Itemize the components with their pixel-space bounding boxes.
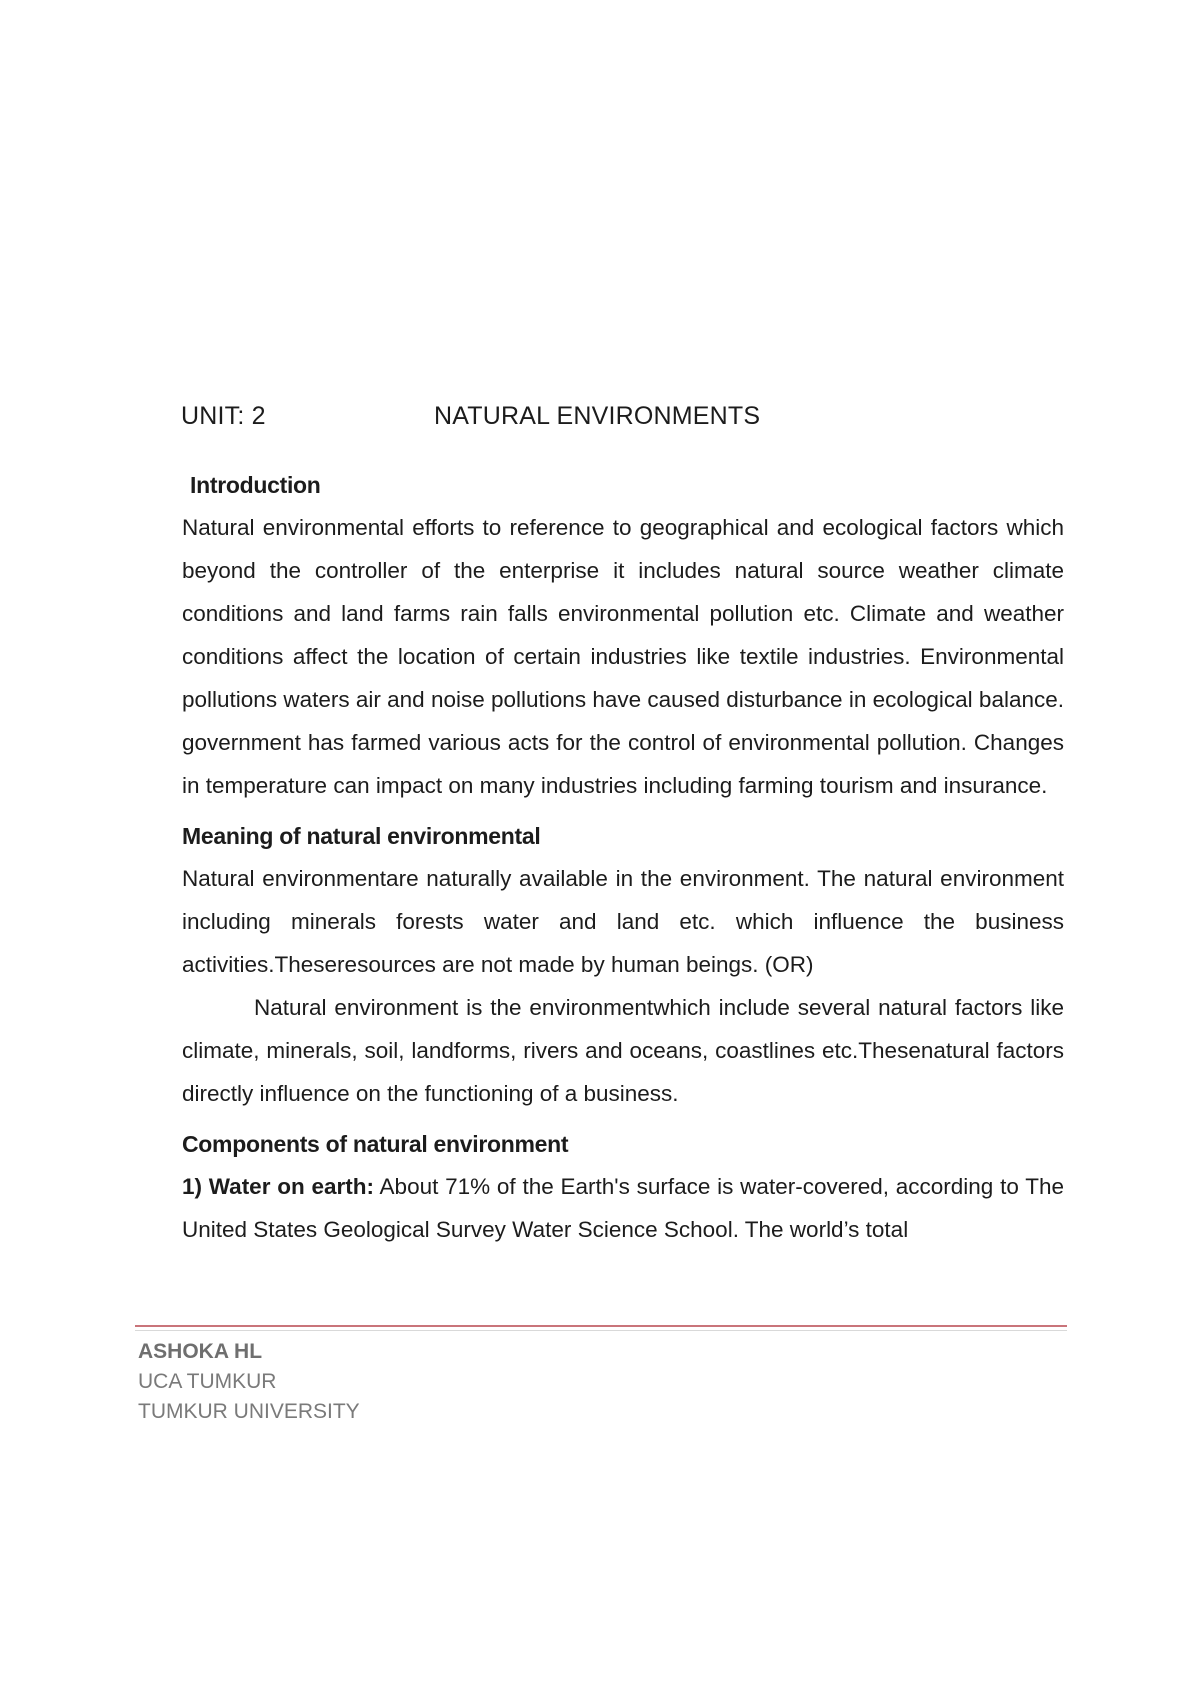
meaning-paragraph-1: Natural environmentare naturally available in the environment. The natural environment including minerals forests water and land etc. which influence the business activities.Theseresources are not made by human beings. (OR) bbox=[182, 866, 1064, 977]
components-heading: Components of natural environment bbox=[182, 1131, 569, 1157]
unit-title: NATURAL ENVIRONMENTS bbox=[434, 402, 761, 430]
components-item-1-label: 1) Water on earth: bbox=[182, 1174, 375, 1199]
introduction-heading: Introduction bbox=[190, 472, 321, 498]
page-footer bbox=[138, 1337, 360, 1427]
footer-rule bbox=[135, 1325, 1067, 1327]
footer-institution: UCA TUMKUR bbox=[138, 1370, 277, 1393]
footer-university: TUMKUR UNIVERSITY bbox=[138, 1400, 360, 1423]
components-item-1 bbox=[182, 1165, 1064, 1251]
unit-label: UNIT: 2 bbox=[181, 402, 266, 430]
introduction-paragraph: Natural environmental efforts to reference to geographical and ecological factors which beyond the controller of the enterprise it includes natural source weather climate conditions and land farms rain falls environmental pollution etc. Climate and weather conditions affect the location of certain industries like textile industries. Environmental pollutions waters air and noise pollutions have caused disturbance in ecological balance. government has farmed various acts for the control of environmental pollution. Changes in temperature can impact on many industries including farming tourism and insurance. bbox=[182, 515, 1064, 798]
footer-author-name: ASHOKA HL bbox=[138, 1340, 263, 1363]
footer-rule-secondary bbox=[135, 1330, 1067, 1331]
meaning-heading: Meaning of natural environmental bbox=[182, 823, 541, 849]
components-item-1-text: About 71% of the Earth's surface is water-covered, according to The United States Geological Survey Water Science School. The world’s total bbox=[182, 1174, 1064, 1242]
document-body bbox=[182, 468, 1064, 1251]
meaning-paragraph-2: Natural environment is the environmentwhich include several natural factors like climate, minerals, soil, landforms, rivers and oceans, coastlines etc.Thesenatural factors directly influence on the functioning of a business. bbox=[182, 995, 1064, 1106]
